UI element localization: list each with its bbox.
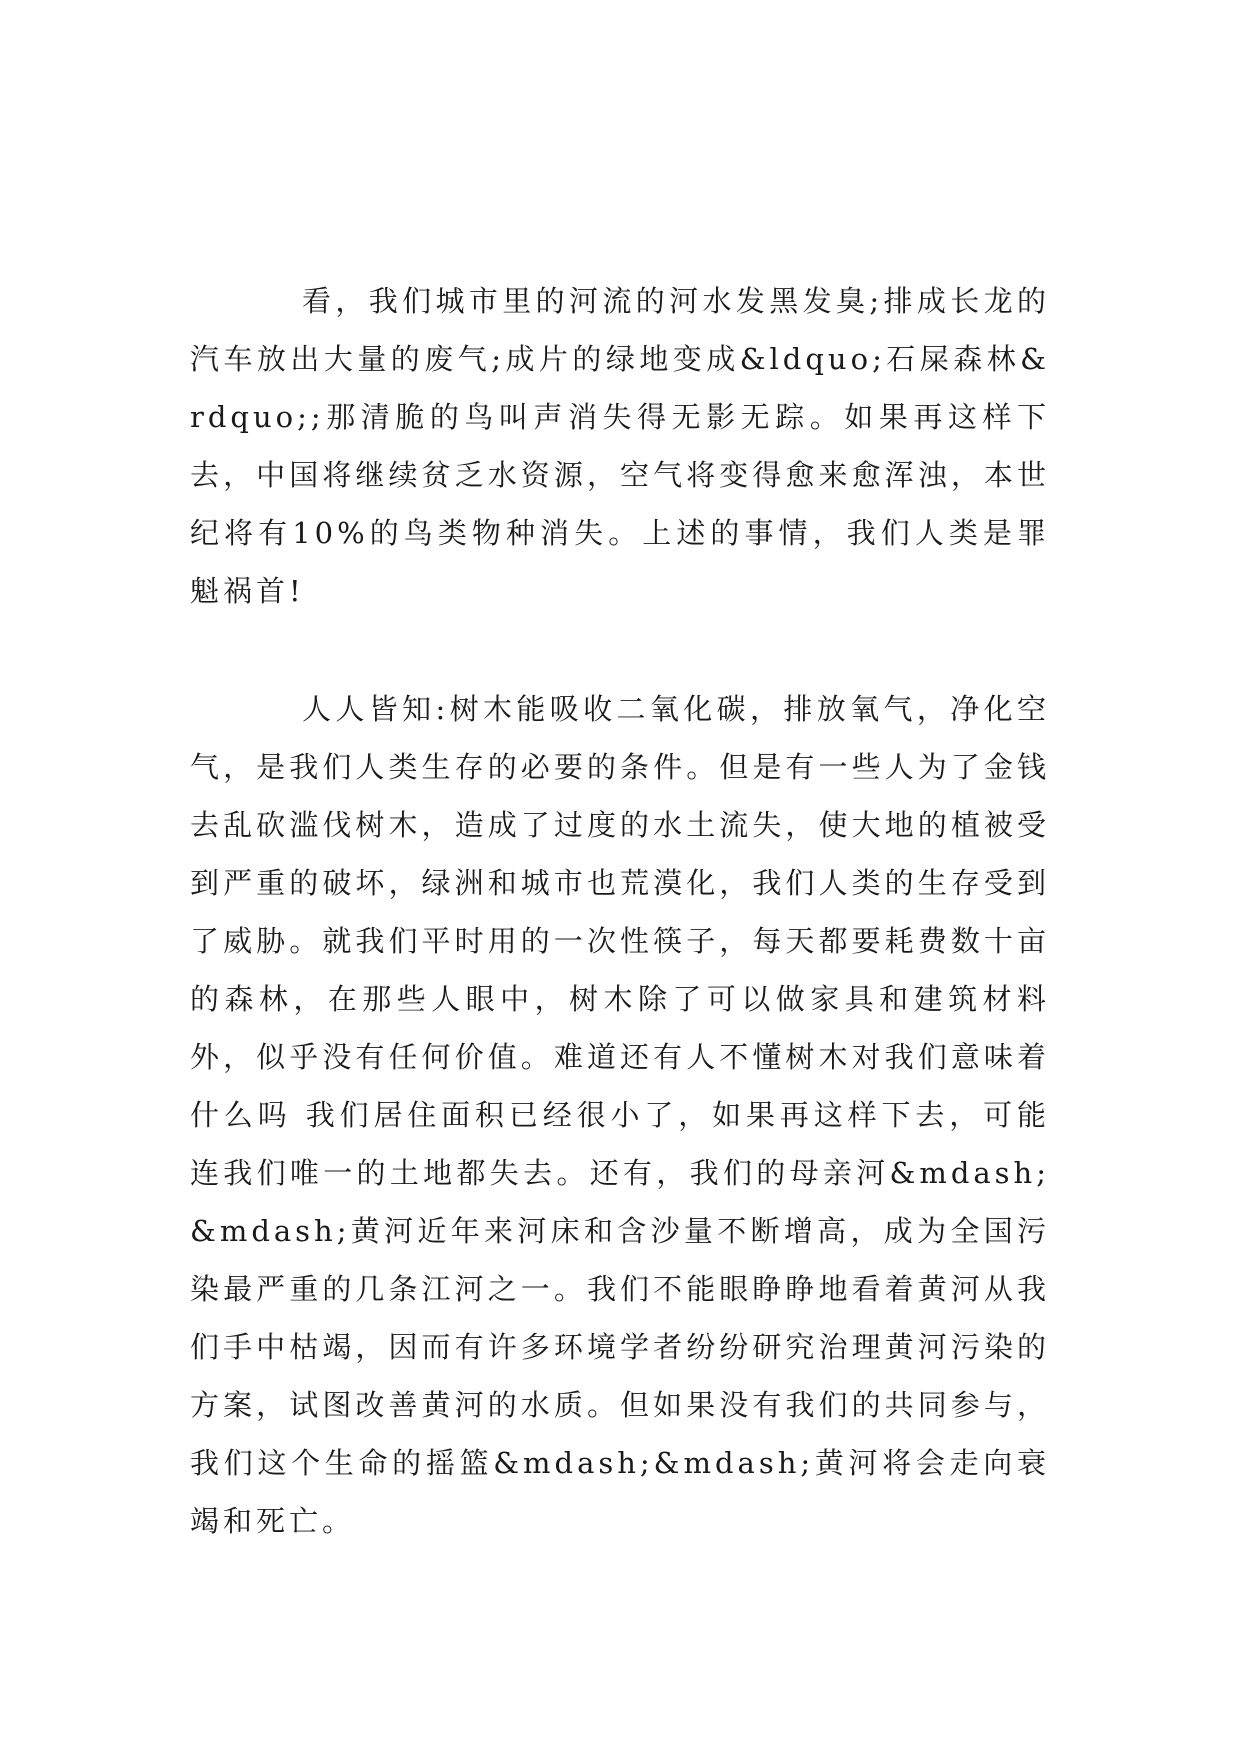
paragraph-trees-yellow-river: 人人皆知:树木能吸收二氧化碳，排放氧气，净化空气，是我们人类生存的必要的条件。但是有一些人为了金钱去乱砍滥伐树木，造成了过度的水土流失，使大地的植被受到严重的破坏，绿洲和城市也荒漠化，我们人类的生存受到了威胁。就我们平时用的一次性筷子，每天都要耗费数十亩的森林，在那些人眼中，树木除了可以做家具和建筑材料外，似乎没有任何价值。难道还有人不懂树木对我们意味着什么吗 我们居住面积已经很小了，如果再这样下去，可能连我们唯一的土地都失去。还有，我们的母亲河&mdash;&mdash;黄河近年来河床和含沙量不断增高，成为全国污染最严重的几条江河之一。我们不能眼睁睁地看着黄河从我们手中枯竭，因而有许多环境学者纷纷研究治理黄河污染的方案，试图改善黄河的水质。但如果没有我们的共同参与，我们这个生命的摇篮&mdash;&mdash;黄河将会走向衰竭和死亡。 <box>190 692 1050 1538</box>
paragraph-pollution: 看，我们城市里的河流的河水发黑发臭;排成长龙的汽车放出大量的废气;成片的绿地变成&ldquo;石屎森林&rdquo;;那清脆的鸟叫声消失得无影无踪。如果再这样下去，中国将继续贫乏水资源，空气将变得愈来愈浑浊，本世纪将有10%的鸟类物种消失。上述的事情，我们人类是罪魁祸首! <box>190 284 1050 608</box>
